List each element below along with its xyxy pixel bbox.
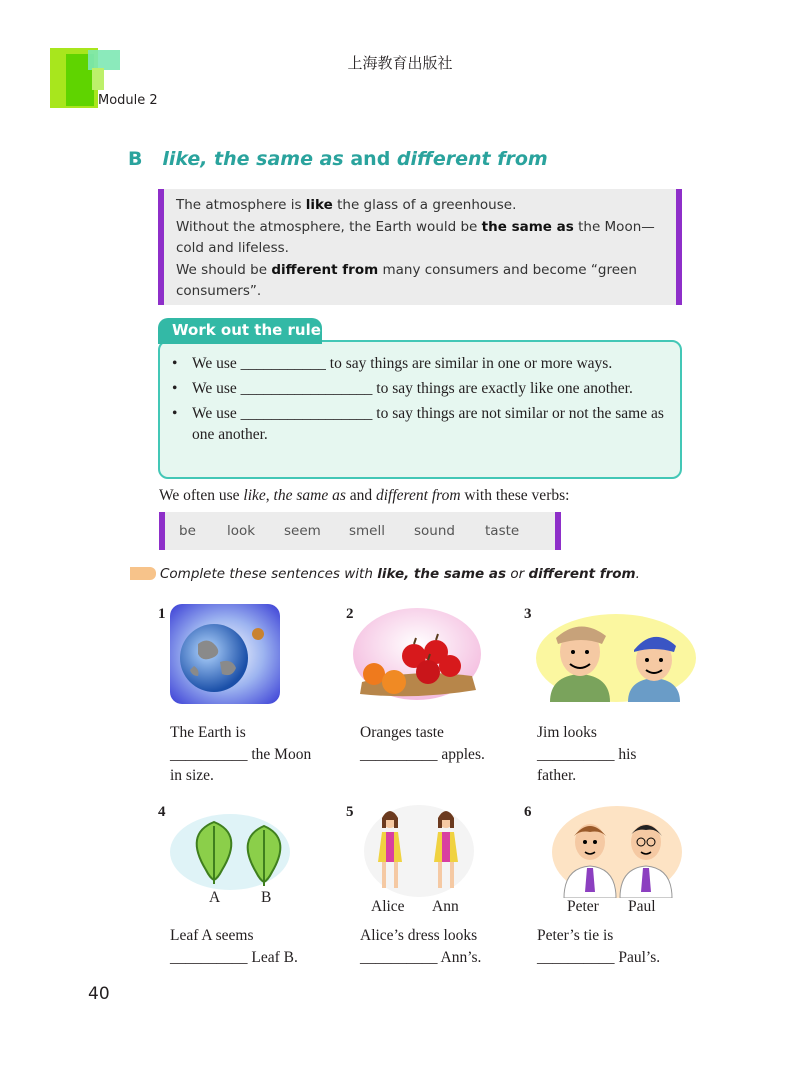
two-leaves-image [170, 814, 290, 890]
exercise-number: 1 [158, 606, 166, 622]
person-label-paul: Paul [628, 898, 656, 915]
exercise-caption: Oranges taste __________ apples. [360, 724, 485, 763]
verbs-intro: We often use like, the same as and different from with these verbs: [159, 487, 570, 504]
example-sentences-box [158, 189, 682, 305]
section-letter: B [128, 148, 143, 170]
exercise-caption: The Earth is __________ the Moon in size. [170, 724, 312, 784]
jim-and-father-image [536, 610, 696, 702]
rule-list [172, 353, 680, 449]
example-line: The atmosphere is like the glass of a greenhouse. [176, 197, 517, 213]
section-heading [128, 148, 548, 170]
person-label-peter: Peter [567, 898, 599, 915]
example-line: cold and lifeless. [176, 240, 289, 256]
exercise-number: 6 [524, 804, 532, 820]
example-line: We should be different from many consumers and become “green [176, 261, 637, 278]
rule-item: • We use _________________ to say things are not similar or not the same as one another. [172, 405, 664, 443]
verb-item: smell [349, 523, 385, 539]
example-line: Without the atmosphere, the Earth would be the same as the Moon— [176, 218, 655, 235]
exercise-number: 3 [524, 606, 532, 622]
page-number: 40 [88, 984, 110, 1004]
verb-item: seem [284, 523, 321, 539]
exercise-number: 5 [346, 804, 354, 820]
verb-item: look [227, 523, 256, 539]
person-label-alice: Alice [371, 898, 405, 915]
exercise-caption: Peter’s tie is __________ Paul’s. [537, 927, 661, 966]
example-line: consumers”. [176, 283, 262, 299]
exercise-caption: Alice’s dress looks __________ Ann’s. [360, 927, 482, 966]
section-title-part2: different from [396, 148, 548, 170]
verb-item: be [179, 523, 196, 539]
exercise-number: 4 [158, 804, 166, 820]
leaf-label-b: B [261, 889, 272, 906]
rule-heading: Work out the rule [172, 321, 321, 339]
rule-item: • We use _________________ to say things are exactly like one another. [172, 380, 633, 397]
module-label: Module 2 [98, 93, 158, 108]
earth-and-moon-image [170, 604, 280, 704]
bullet-icon: • [172, 380, 178, 397]
rule-heading-tab [158, 318, 322, 344]
instruction: Complete these sentences with like, the same as or different from. [160, 566, 640, 582]
leaf-label-a: A [209, 889, 221, 906]
section-title-part1: like, the same as [162, 148, 344, 170]
exercise-caption: Jim looks __________ his father. [537, 724, 637, 784]
rule-item: • We use ___________ to say things are similar in one or more ways. [172, 355, 613, 372]
exercise-number: 2 [346, 606, 354, 622]
instruction-marker [130, 567, 156, 580]
person-label-ann: Ann [432, 898, 459, 915]
verb-item: sound [414, 523, 455, 539]
verb-item: taste [485, 523, 520, 539]
publisher-name: 上海教育出版社 [347, 54, 453, 72]
bullet-icon: • [172, 405, 178, 422]
peter-and-paul-image [552, 806, 682, 898]
section-title-and: and [350, 148, 391, 170]
verbs-box [159, 512, 561, 550]
exercise-caption: Leaf A seems __________ Leaf B. [170, 927, 298, 966]
oranges-and-apples-image [352, 604, 482, 700]
alice-and-ann-image [364, 804, 474, 898]
bullet-icon: • [172, 355, 178, 372]
